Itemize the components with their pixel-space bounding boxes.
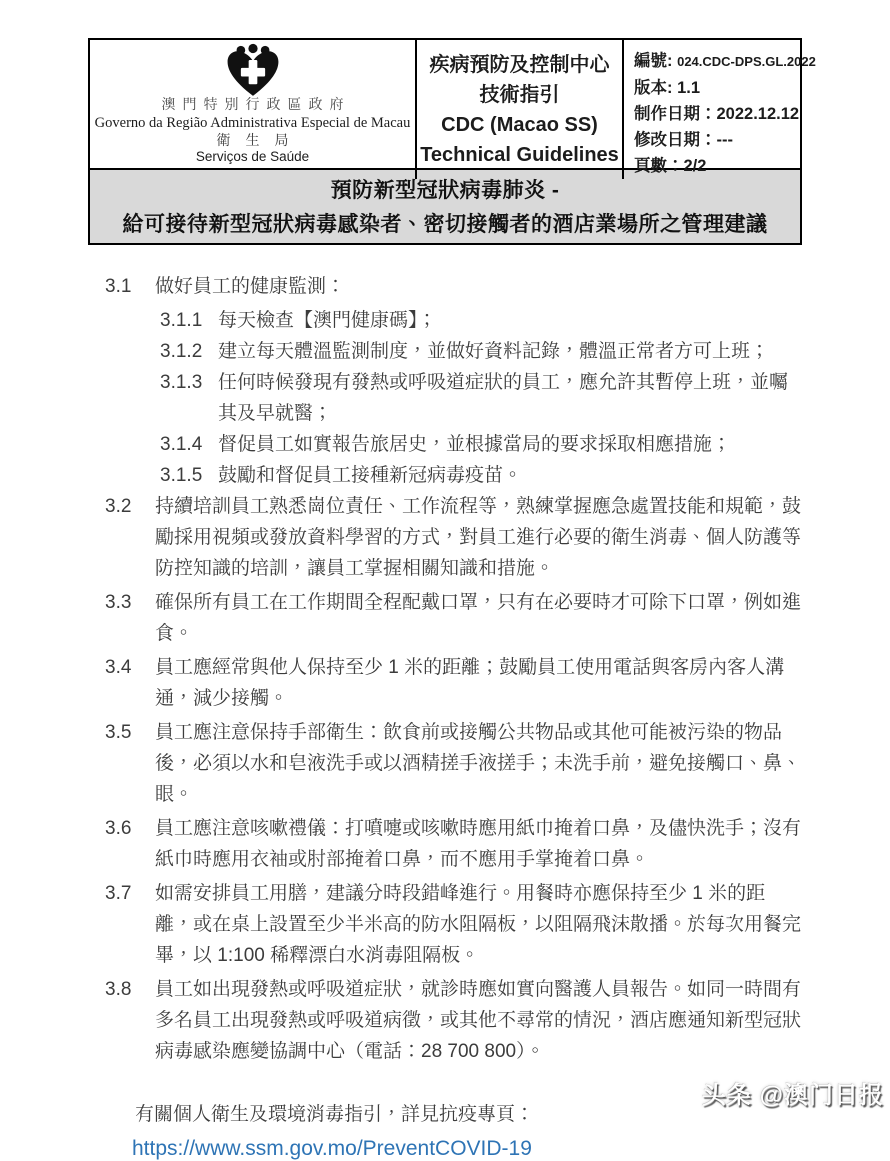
meta-row bbox=[634, 127, 798, 153]
item-text: 建立每天體溫監測制度，並做好資料記錄，體溫正常者方可上班； bbox=[218, 341, 770, 362]
meta-row bbox=[634, 153, 798, 179]
meta-row bbox=[634, 75, 798, 101]
guideline-item bbox=[88, 878, 802, 971]
guideline-type-english: Technical Guidelines bbox=[420, 143, 619, 166]
item-text: 員工應經常與他人保持至少 1 米的距離；鼓勵員工使用電話與客房內客人溝通，減少接觸。 bbox=[155, 657, 785, 709]
guideline-subitem bbox=[160, 429, 802, 460]
guideline-item bbox=[88, 717, 802, 810]
ssm-heart-people-logo bbox=[224, 45, 282, 97]
item-number: 3.1.3 bbox=[160, 372, 203, 393]
header-org-cell bbox=[90, 40, 415, 179]
item-number: 3.8 bbox=[105, 979, 132, 1000]
item-text: 任何時候發現有發熱或呼吸道症狀的員工，應允許其暫停上班，並囑其及早就醫； bbox=[218, 372, 789, 424]
item-text: 每天檢查【澳門健康碼】； bbox=[218, 310, 437, 331]
meta-label: 修改日期： bbox=[634, 131, 717, 149]
guideline-item bbox=[88, 652, 802, 714]
item-number: 3.1.5 bbox=[160, 465, 203, 486]
footer-note: 有關個人衛生及環境消毒指引，詳見抗疫專頁： bbox=[135, 1104, 535, 1125]
footer-note-block bbox=[88, 1099, 802, 1161]
meta-label: 編號: bbox=[634, 52, 678, 70]
meta-label: 制作日期： bbox=[634, 105, 717, 123]
gov-name-portuguese: Governo da Região Administrativa Especial de Macau bbox=[94, 115, 411, 131]
guideline-item bbox=[88, 813, 802, 875]
meta-value: --- bbox=[716, 131, 733, 149]
item-text: 持續培訓員工熟悉崗位責任、工作流程等，熟練掌握應急處置技能和規範，鼓勵採用視頻或發放資料學習的方式，對員工進行必要的衛生消毒、個人防護等防控知識的培訓，讓員工掌握相關知識和措施。 bbox=[155, 496, 802, 579]
header-center-cell bbox=[415, 40, 622, 179]
guideline-subitem bbox=[160, 305, 802, 336]
meta-row bbox=[634, 101, 798, 127]
guideline-type-chinese: 技術指引 bbox=[479, 83, 560, 106]
meta-value: 1.1 bbox=[677, 79, 701, 97]
item-text: 鼓勵和督促員工接種新冠病毒疫苗。 bbox=[218, 465, 523, 486]
guideline-subitem bbox=[160, 367, 802, 429]
guideline-document bbox=[88, 38, 816, 1161]
item-number: 3.4 bbox=[105, 657, 132, 678]
guideline-subitem bbox=[160, 460, 802, 491]
guideline-item bbox=[88, 587, 802, 649]
item-number: 3.3 bbox=[105, 592, 132, 613]
item-number: 3.1.4 bbox=[160, 434, 203, 455]
guideline-item bbox=[88, 271, 802, 302]
title-line-1: 預防新型冠狀病毒肺炎 - bbox=[330, 179, 560, 202]
item-number: 3.5 bbox=[105, 722, 132, 743]
document-header bbox=[88, 38, 816, 175]
meta-value: 024.CDC-DPS.GL.2022 bbox=[677, 54, 816, 69]
document-title-bar bbox=[88, 170, 802, 245]
header-meta-cell bbox=[622, 40, 816, 179]
prevent-covid-link[interactable]: https://www.ssm.gov.mo/PreventCOVID-19 bbox=[132, 1137, 532, 1160]
bureau-name-portuguese: Serviços de Saúde bbox=[195, 149, 310, 164]
meta-value: 2/2 bbox=[683, 157, 707, 175]
item-number: 3.2 bbox=[105, 496, 132, 517]
guideline-item bbox=[88, 491, 802, 584]
meta-label: 頁數： bbox=[634, 157, 684, 175]
bureau-name-chinese: 衛生局 bbox=[216, 132, 304, 148]
cdc-name-english: CDC (Macao SS) bbox=[441, 113, 598, 136]
item-text: 督促員工如實報告旅居史，並根據當局的要求採取相應措施； bbox=[218, 434, 732, 455]
document-body bbox=[88, 271, 802, 1067]
item-text: 員工應注意保持手部衛生：飲食前或接觸公共物品或其他可能被污染的物品後，必須以水和皂液洗手或以酒精搓手液搓手；未洗手前，避免接觸口、鼻、眼。 bbox=[155, 722, 802, 805]
item-number: 3.1.1 bbox=[160, 310, 203, 331]
toutiao-macao-daily-watermark: 头条 @澳门日报 bbox=[701, 1082, 884, 1109]
cdc-name-chinese: 疾病預防及控制中心 bbox=[429, 53, 610, 76]
item-text: 做好員工的健康監測： bbox=[155, 276, 346, 297]
item-number: 3.1.2 bbox=[160, 341, 203, 362]
item-text: 確保所有員工在工作期間全程配戴口罩，只有在必要時才可除下口罩，例如進食。 bbox=[155, 592, 802, 644]
meta-row bbox=[634, 48, 816, 75]
item-text: 員工如出現發熱或呼吸道症狀，就診時應如實向醫護人員報告。如同一時間有多名員工出現發熱或呼吸道病徵，或其他不尋常的情況，酒店應通知新型冠狀病毒感染應變協調中心（電話：28 700 800）。 bbox=[155, 979, 802, 1062]
meta-value: 2022.12.12 bbox=[716, 105, 800, 123]
item-number: 3.7 bbox=[105, 883, 132, 904]
item-text: 如需安排員工用膳，建議分時段錯峰進行。用餐時亦應保持至少 1 米的距離，或在桌上設置至少半米高的防水阻隔板，以阻隔飛沫散播。於每次用餐完畢，以 1:100 稀釋漂白水消毒阻隔板。 bbox=[155, 883, 802, 966]
item-text: 員工應注意咳嗽禮儀：打噴嚏或咳嗽時應用紙巾掩着口鼻，及儘快洗手；沒有紙巾時應用衣袖或肘部掩着口鼻，而不應用手掌掩着口鼻。 bbox=[155, 818, 802, 870]
item-number: 3.6 bbox=[105, 818, 132, 839]
item-number: 3.1 bbox=[105, 276, 132, 297]
title-line-2: 給可接待新型冠狀病毒感染者、密切接觸者的酒店業場所之管理建議 bbox=[122, 213, 768, 236]
guideline-item bbox=[88, 974, 802, 1067]
gov-name-chinese: 澳門特別行政區政府 bbox=[161, 98, 351, 113]
guideline-subitem bbox=[160, 336, 802, 367]
meta-label: 版本: bbox=[634, 79, 678, 97]
